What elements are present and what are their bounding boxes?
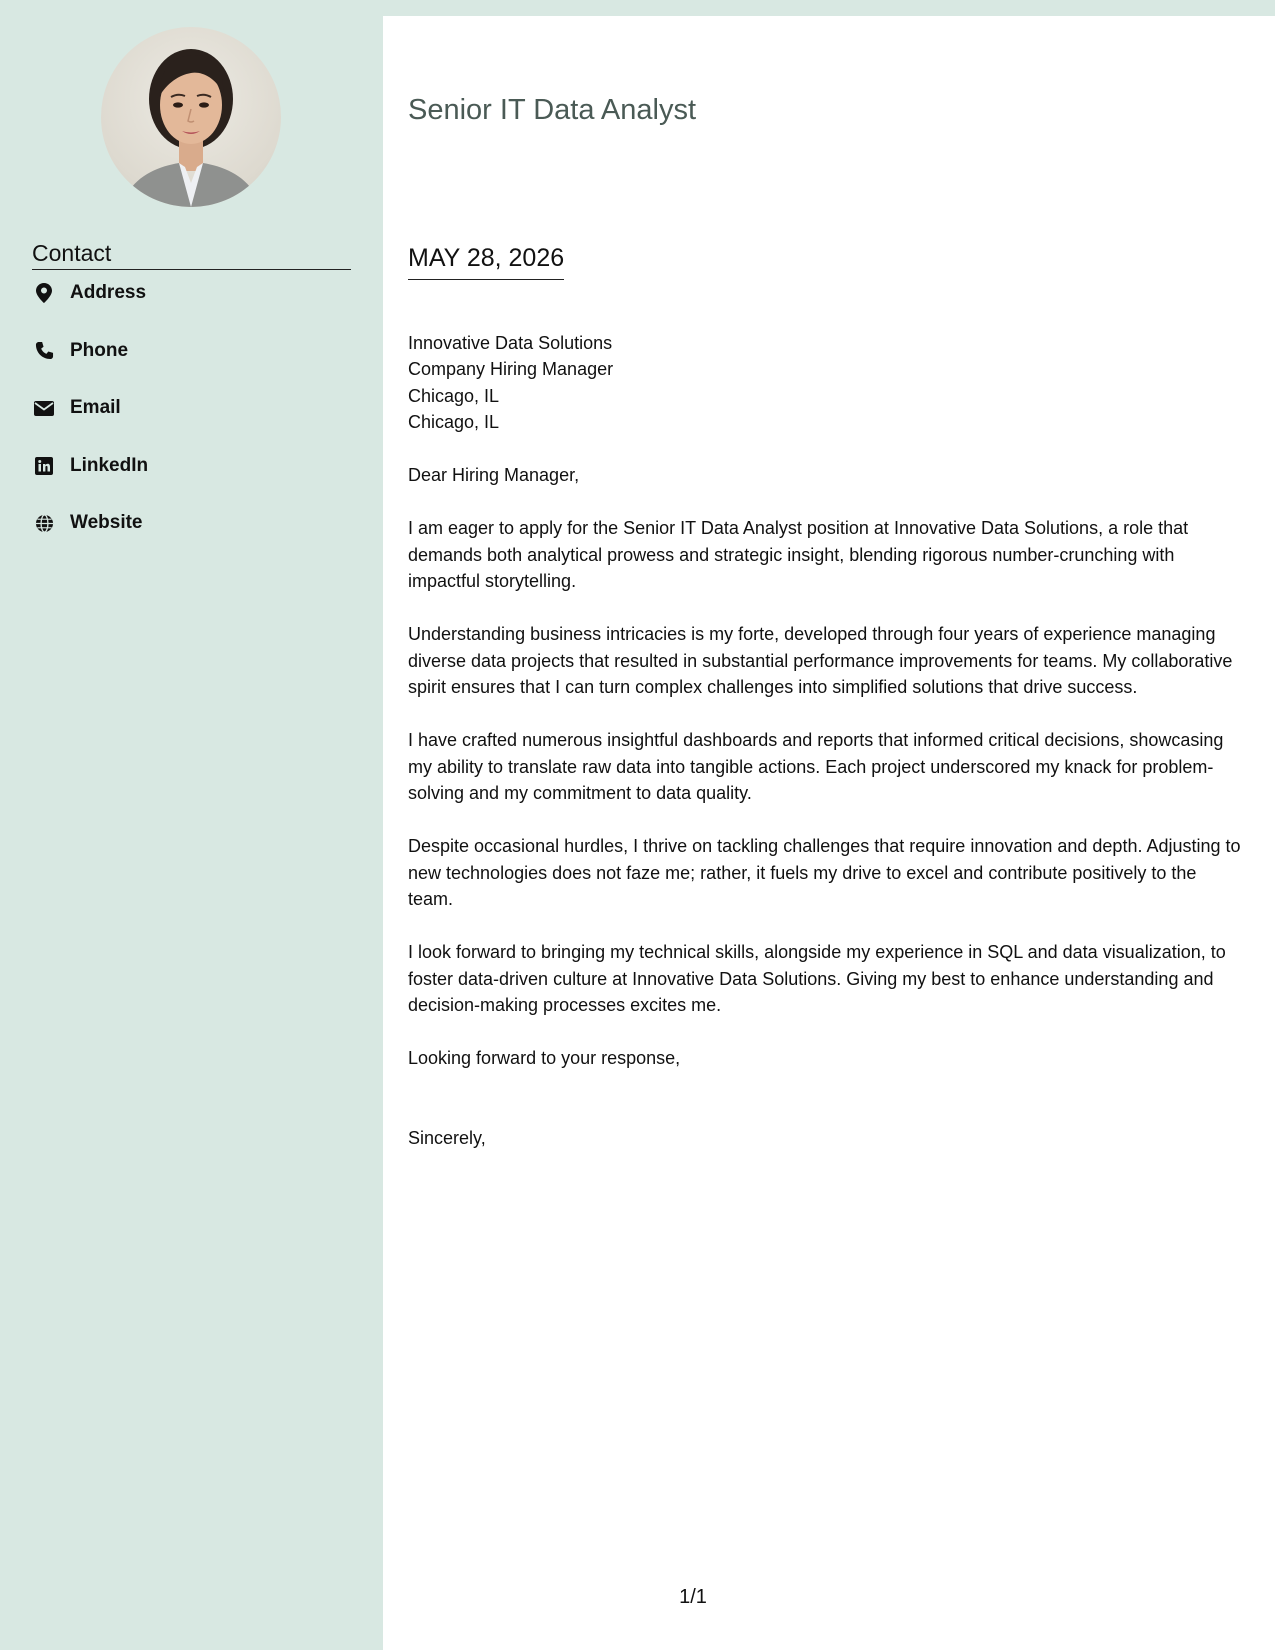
paragraph: I have crafted numerous insightful dashboards and reports that informed critical decisions, showcasing my ability to translate raw data into tangible actions. Each project underscored my knack for problem-solving and my commitment to data quality.	[408, 730, 1224, 803]
linkedin-icon	[32, 454, 56, 478]
paragraph: Despite occasional hurdles, I thrive on tackling challenges that require innovation and depth. Adjusting to new technologies does not faze me; rather, it fuels my drive to excel and contribute positively to the team.	[408, 836, 1241, 909]
letter-page	[383, 16, 1275, 1650]
paragraph: I look forward to bringing my technical skills, alongside my experience in SQL and data visualization, to foster data-driven culture at Innovative Data Solutions. Giving my best to enhance understanding and decision-making processes excites me.	[408, 942, 1226, 1015]
salutation: Dear Hiring Manager,	[408, 465, 580, 485]
contact-heading: Contact	[32, 240, 351, 270]
avatar	[101, 27, 281, 207]
job-title: Senior IT Data Analyst	[408, 94, 697, 126]
contact-item-address[interactable]	[32, 281, 148, 339]
phone-icon	[32, 339, 56, 363]
letter-body	[408, 303, 1243, 1178]
contact-label: Email	[70, 397, 121, 418]
contact-item-email[interactable]	[32, 396, 148, 454]
recipient-line: Chicago, IL	[408, 412, 500, 432]
paragraph: Looking forward to your response,	[408, 1048, 681, 1068]
closing: Sincerely,	[408, 1127, 486, 1148]
recipient-line: Innovative Data Solutions	[408, 332, 613, 353]
contact-item-linkedin[interactable]	[32, 454, 148, 512]
contact-label: Phone	[70, 339, 129, 361]
sidebar	[0, 0, 383, 1650]
map-pin-icon	[32, 281, 56, 305]
letter-date: MAY 28, 2026	[408, 244, 564, 280]
recipient-line: Chicago, IL	[408, 385, 500, 406]
contact-item-phone[interactable]	[32, 339, 148, 397]
globe-icon	[32, 511, 56, 535]
contact-label: LinkedIn	[70, 454, 149, 476]
contact-list	[32, 281, 148, 569]
contact-item-website[interactable]	[32, 511, 148, 569]
recipient-line: Company Hiring Manager	[408, 359, 614, 379]
contact-label: Address	[70, 282, 147, 303]
envelope-icon	[32, 396, 56, 420]
paragraph: Understanding business intricacies is my forte, developed through four years of experience managing diverse data projects that resulted in substantial performance improvements for teams. My collaborative spirit ensures that I can turn complex challenges into simplified solutions that drive success.	[408, 624, 1233, 697]
page-number: 1/1	[679, 1586, 707, 1608]
paragraph: I am eager to apply for the Senior IT Data Analyst position at Innovative Data Solutions, a role that demands both analytical prowess and strategic insight, blending rigorous number-crunching with impactful storytelling.	[408, 518, 1189, 591]
contact-label: Website	[70, 512, 143, 533]
